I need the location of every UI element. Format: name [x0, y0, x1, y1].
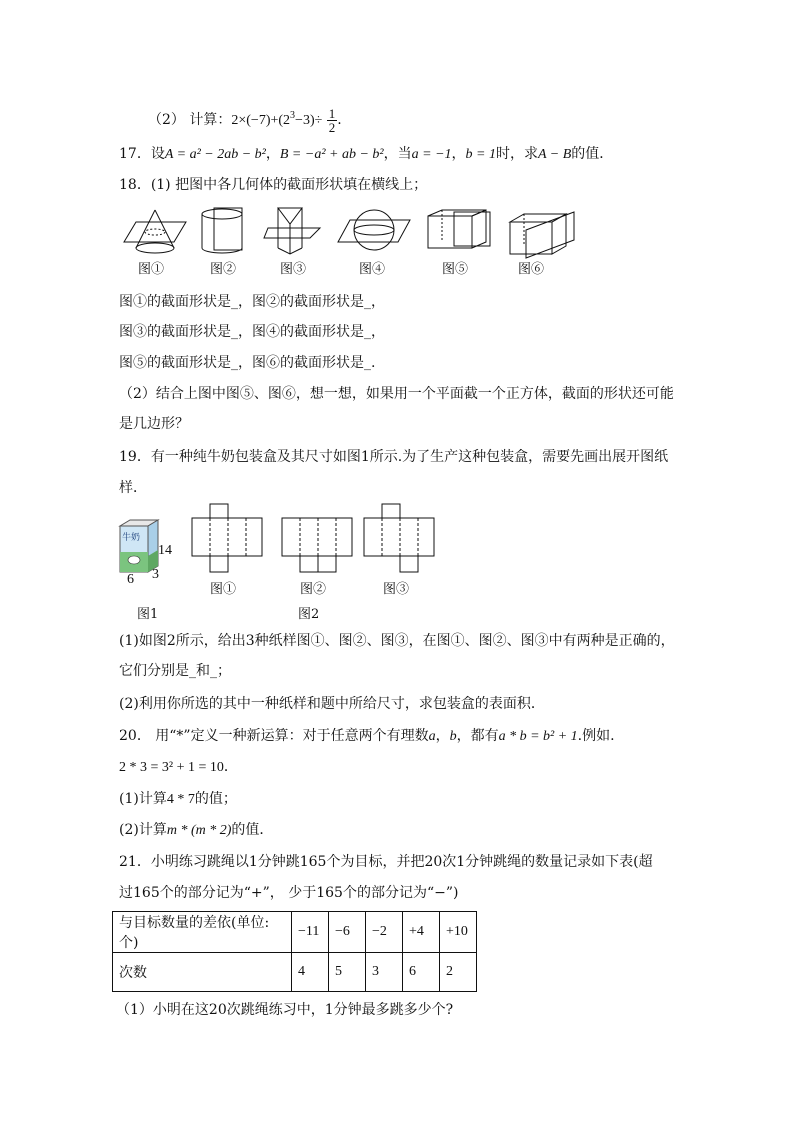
q17-B-definition: B = −a² + ab − b² [279, 147, 384, 162]
q20-intro [119, 726, 615, 747]
q21-row1-value: −2 [366, 912, 403, 953]
q18-part2-line-2: 是几边形？ [119, 416, 189, 432]
q18-answer-line-1: 图①的截面形状是_，图②的截面形状是_， [119, 294, 385, 310]
q19-line-1: 19．有一种纯牛奶包装盒及其尺寸如图1所示.为了生产这种包装盒，需要先画出展开图纸 [119, 449, 669, 465]
q18-figure-3-prism [262, 206, 328, 258]
q20-sub1-b: 的值； [194, 791, 237, 807]
q19-dim-height: 14 [158, 543, 172, 558]
q18-figure-1-cone [122, 208, 186, 258]
q19-figure-2-label: 图2 [298, 607, 320, 622]
q18-part2-line-1: （2）结合上图中图⑤、图⑥，想一想，如果用一个平面截一个正方体，截面的形状还可能 [119, 386, 674, 402]
q21-row2-value: 2 [440, 953, 477, 992]
q18-figure-5-cube [424, 208, 494, 258]
q18-title: 18．(1) 把图中各几何体的截面形状填在横线上； [119, 177, 428, 193]
q20-intro-b: ，都有 [456, 728, 499, 744]
q20-sub2 [119, 820, 273, 841]
q21-data-table [112, 911, 477, 992]
q19-carton-label: 牛奶 [122, 533, 141, 543]
q21-row2-value: 6 [403, 953, 440, 992]
q20-var-a: a [428, 729, 436, 744]
q20-sub2-b: 的值． [231, 822, 274, 838]
q19-milk-carton [118, 516, 162, 574]
q18-figure-6-cube [504, 210, 578, 260]
q19-sub1-line-2: 它们分别是_和_； [119, 663, 231, 679]
q16-expr-a: 2×(−7)+(2 [231, 113, 291, 128]
q18-figure-4-sphere [336, 208, 412, 258]
q17-condition-a: a = −1 [411, 147, 452, 162]
q20-sep: ， [435, 728, 450, 744]
q17-text-d: 的值． [571, 146, 614, 162]
q19-net-2 [282, 504, 354, 580]
q16-expr-b: −3)÷ [295, 113, 323, 128]
q19-dim-width: 6 [127, 572, 134, 587]
q17-question [119, 144, 613, 165]
q19-net-3-label: 图③ [383, 582, 410, 597]
q18-figure-4-label: 图④ [359, 262, 386, 277]
q18-figure-2-cylinder [196, 206, 256, 258]
q19-sub1-line-1: (1)如图2所示，给出3种纸样图①、图②、图③，在图①、图②、图③中有两种是正确的， [119, 633, 675, 649]
q19-figure-1-label: 图1 [137, 607, 159, 622]
q18-figure-2-label: 图② [210, 262, 237, 277]
q19-dim-depth: 3 [152, 567, 159, 582]
q21-row1-value: +10 [440, 912, 477, 953]
q18-answer-line-2: 图③的截面形状是_，图④的截面形状是_， [119, 324, 385, 340]
q19-net-1 [192, 504, 264, 576]
q20-example-expr: 2 * 3 = 3² + 1 = 10 [119, 760, 224, 775]
q16-expr-exponent: 3 [290, 110, 296, 121]
q19-line-2: 样． [119, 480, 147, 496]
q19-net-1-label: 图① [210, 582, 237, 597]
q19-sub2: (2)利用你所选的其中一种纸样和题中所给尺寸，求包装盒的表面积． [119, 696, 545, 712]
q20-var-b: b [449, 729, 457, 744]
q17-sep2: ， [451, 146, 466, 162]
q17-condition-b: b = 1 [465, 147, 496, 162]
q20-example [119, 757, 238, 778]
q18-answer-line-3: 图⑤的截面形状是_，图⑥的截面形状是_. [119, 355, 376, 371]
q18-figure-3-label: 图③ [280, 262, 307, 277]
q20-sub1-expr: 4 * 7 [166, 792, 195, 807]
q20-intro-a: 20． 用“*”定义一种新运算：对于任意两个有理数 [119, 728, 429, 744]
q19-net-2-label: 图② [300, 582, 327, 597]
table-row [113, 912, 477, 953]
q17-text-c: 时，求 [495, 146, 538, 162]
q18-figure-1-label: 图① [138, 262, 165, 277]
q21-row1-header: 与目标数量的差依(单位:个) [113, 912, 292, 953]
q20-sub2-a: (2)计算 [119, 822, 167, 838]
q17-A-definition: A = a² − 2ab − b² [164, 147, 266, 162]
q17-sep1: ， [265, 146, 280, 162]
q21-row2-value: 5 [329, 953, 366, 992]
q21-row1-value: −11 [292, 912, 329, 953]
q20-rule: a * b = b² + 1 [498, 729, 578, 744]
q21-row1-value: −6 [329, 912, 366, 953]
q17-text-a: 17．设 [119, 146, 165, 162]
q16-expr-end: . [337, 112, 342, 128]
q16-part2-label: （2） 计算： [148, 112, 232, 128]
q20-sub1 [119, 789, 237, 810]
q17-text-b: ，当 [383, 146, 412, 162]
table-row [113, 953, 477, 992]
q19-net-3 [364, 504, 436, 576]
q20-sub2-expr: m * (m * 2) [166, 823, 232, 838]
q21-sub1: （1）小明在这20次跳绳练习中，1分钟最多跳多少个? [116, 1002, 454, 1018]
q16-frac-den: 2 [328, 119, 336, 135]
q16-part2 [148, 106, 342, 134]
q18-figure-5-label: 图⑤ [442, 262, 469, 277]
q21-line-1: 21．小明练习跳绳以1分钟跳165个为目标，并把20次1分钟跳绳的数量记录如下表(超 [119, 854, 653, 870]
q20-intro-c: .例如. [577, 728, 615, 744]
q21-row2-header: 次数 [113, 953, 292, 992]
q21-line-2: 过165个的部分记为“+”， 少于165个的部分记为“−”) [119, 885, 459, 901]
q17-target: A − B [537, 147, 572, 162]
q21-row2-value: 4 [292, 953, 329, 992]
q21-row2-value: 3 [366, 953, 403, 992]
q16-fraction [327, 107, 338, 134]
q18-figure-6-label: 图⑥ [518, 262, 545, 277]
q21-row1-value: +4 [403, 912, 440, 953]
q20-example-end: ． [223, 759, 238, 775]
q20-sub1-a: (1)计算 [119, 791, 167, 807]
q16-frac-num: 1 [328, 105, 336, 121]
